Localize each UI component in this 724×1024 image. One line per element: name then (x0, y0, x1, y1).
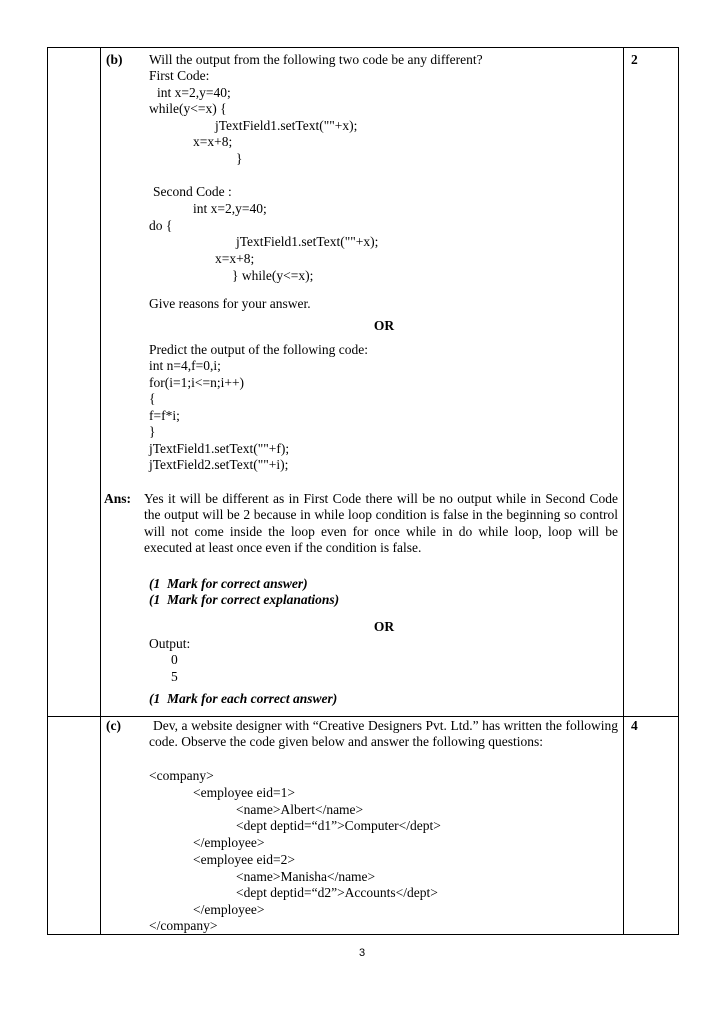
xml-line: </company> (149, 918, 218, 933)
code-line: int x=2,y=40; (157, 85, 231, 100)
code-line: int x=2,y=40; (193, 201, 267, 216)
answer-paragraph: Yes it will be different as in First Code there will be no output while in Second Code the output will be 2 because in while loop condition is false in the beginning so control will not come inside the loop even for once while in do while loop, loop will be executed at least once even if the condition is false. (144, 491, 618, 556)
xml-line: <employee eid=2> (193, 852, 295, 867)
output-heading: Output: (149, 636, 191, 651)
column-divider-number (100, 48, 101, 934)
code-line: for(i=1;i<=n;i++) (149, 375, 245, 390)
code-line: do { (149, 218, 173, 233)
xml-line: <company> (149, 768, 214, 783)
second-code-heading: Second Code : (153, 184, 232, 199)
question-text: Will the output from the following two code be any different? (149, 52, 483, 67)
code-line: { (149, 391, 156, 406)
xml-line: <dept deptid=“d1”>Computer</dept> (236, 818, 441, 833)
first-code-heading: First Code: (149, 68, 210, 83)
code-line: int n=4,f=0,i; (149, 358, 221, 373)
output-value: 5 (171, 669, 178, 684)
or-separator: OR (373, 619, 395, 634)
predict-heading: Predict the output of the following code: (149, 342, 368, 357)
marking-scheme: (1 Mark for each correct answer) (149, 691, 338, 706)
page-number: 3 (358, 947, 366, 959)
code-line: jTextField1.setText(""+x); (215, 118, 358, 133)
marking-scheme: (1 Mark for correct explanations) (149, 592, 340, 607)
give-reasons-text: Give reasons for your answer. (149, 296, 311, 311)
answer-label: Ans: (104, 491, 132, 506)
intro-paragraph: Dev, a website designer with “Creative Designers Pvt. Ltd.” has written the following code. Observe the code given below and answer the following questions: (149, 718, 618, 750)
code-line: jTextField1.setText(""+f); (149, 441, 290, 456)
code-line: } (236, 151, 243, 166)
code-line: x=x+8; (215, 251, 255, 266)
marking-scheme: (1 Mark for correct answer) (149, 576, 308, 591)
row-divider (48, 716, 678, 717)
section-c-marks: 4 (631, 718, 638, 733)
section-c-label: (c) (106, 718, 121, 733)
xml-line: </employee> (193, 902, 265, 917)
code-line: jTextField2.setText(""+i); (149, 457, 289, 472)
code-line: } (149, 424, 156, 439)
section-b-marks: 2 (631, 52, 638, 67)
code-line: jTextField1.setText(""+x); (236, 234, 379, 249)
xml-line: <dept deptid=“d2”>Accounts</dept> (236, 885, 438, 900)
code-line: f=f*i; (149, 408, 180, 423)
xml-line: <name>Albert</name> (236, 802, 364, 817)
xml-line: </employee> (193, 835, 265, 850)
section-c-intro (149, 718, 618, 751)
code-line: } while(y<=x); (232, 268, 314, 283)
section-b-label: (b) (106, 52, 123, 67)
or-separator: OR (373, 318, 395, 333)
column-divider-marks (623, 48, 624, 934)
xml-line: <employee eid=1> (193, 785, 295, 800)
answer-text (144, 491, 618, 557)
output-value: 0 (171, 652, 178, 667)
xml-line: <name>Manisha</name> (236, 869, 376, 884)
code-line: while(y<=x) { (149, 101, 227, 116)
code-line: x=x+8; (193, 134, 233, 149)
